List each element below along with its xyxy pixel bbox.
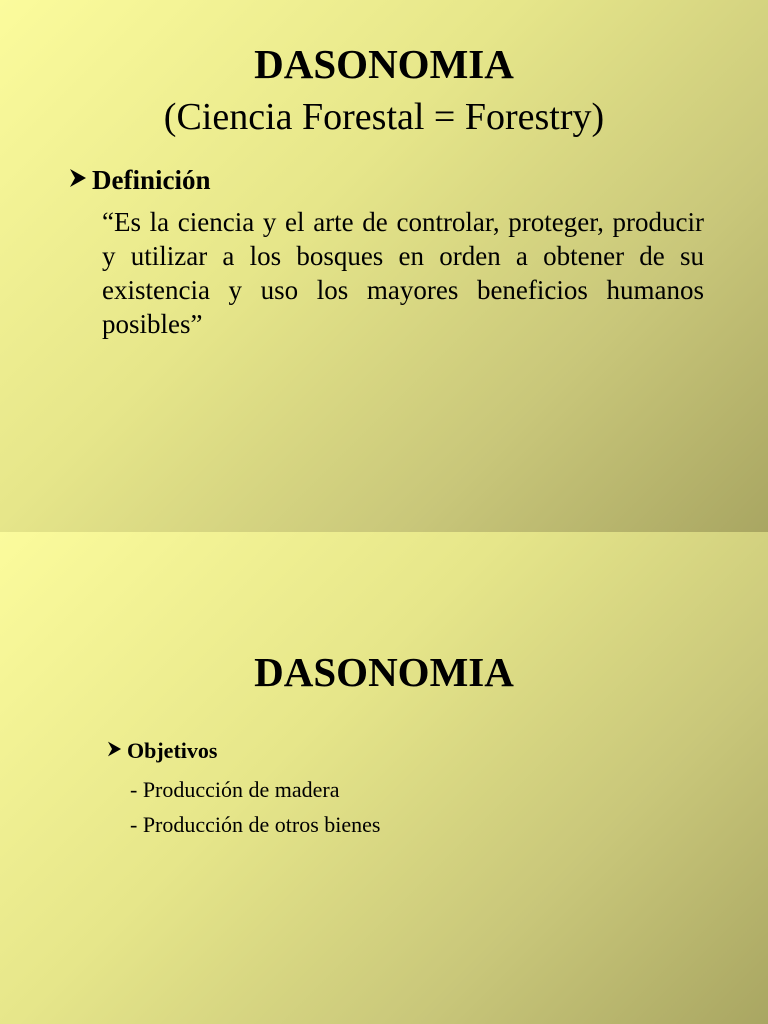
- arrow-bullet-icon: [68, 163, 88, 197]
- arrow-bullet-icon: [106, 736, 123, 766]
- bullet-definicion: [68, 163, 211, 197]
- list-item: - Producción de otros bienes: [130, 812, 381, 837]
- slide-subtitle: (Ciencia Forestal = Forestry): [163, 96, 605, 138]
- slide-objetivos: [0, 532, 768, 1024]
- bullet-label: Definición: [92, 165, 211, 195]
- objectives-list: [130, 772, 381, 842]
- definition-text: “Es la ciencia y el arte de controlar, proteger, producir y utilizar a los bosques en orden a obtener de su existencia y uso los mayores beneficios humanos posibles”: [102, 207, 704, 339]
- bullet-objetivos: [106, 736, 217, 766]
- bullet-label: Objetivos: [127, 738, 218, 763]
- slide-title: DASONOMIA: [254, 649, 514, 695]
- slide-title: DASONOMIA: [254, 41, 514, 87]
- list-item: - Producción de madera: [130, 777, 340, 802]
